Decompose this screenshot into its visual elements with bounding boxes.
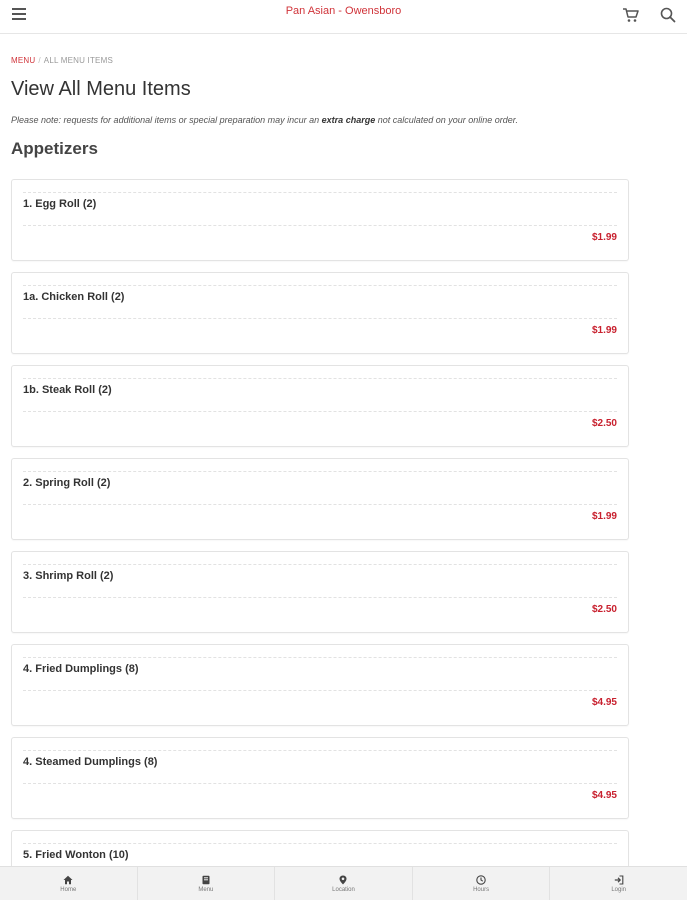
menu-item-name: 5. Fried Wonton (10) <box>23 849 129 861</box>
breadcrumb-current: ALL MENU ITEMS <box>43 56 113 65</box>
breadcrumb-separator: / <box>38 56 41 65</box>
section-title: Appetizers <box>11 139 98 158</box>
menu-item-name: 4. Fried Dumplings (8) <box>23 663 139 675</box>
menu-item-name: 1. Egg Roll (2) <box>23 198 97 210</box>
nav-hours[interactable] <box>413 867 551 900</box>
login-icon <box>614 875 624 885</box>
menu-item-name: 2. Spring Roll (2) <box>23 477 111 489</box>
note-suffix: not calculated on your online order. <box>375 115 518 125</box>
menu-item-card[interactable] <box>11 272 629 354</box>
menu-item-price: $2.50 <box>591 418 617 429</box>
nav-location-label: Location <box>332 886 355 893</box>
bottom-nav <box>0 866 687 900</box>
menu-item-name: 1b. Steak Roll (2) <box>23 384 112 396</box>
breadcrumb <box>11 56 113 65</box>
nav-login-label: Login <box>611 886 627 893</box>
menu-item-card[interactable] <box>11 458 629 540</box>
menu-item-list <box>11 179 629 900</box>
page-title: View All Menu Items <box>11 78 191 100</box>
menu-item-price: $4.95 <box>591 790 617 801</box>
menu-item-card[interactable] <box>11 365 629 447</box>
menu-item-card[interactable] <box>11 737 629 819</box>
menu-item-name: 3. Shrimp Roll (2) <box>23 570 114 582</box>
menu-item-card[interactable] <box>11 644 629 726</box>
nav-home[interactable] <box>0 867 138 900</box>
breadcrumb-menu-link[interactable]: MENU <box>11 56 36 65</box>
menu-item-price: $4.95 <box>591 697 617 708</box>
nav-menu[interactable] <box>138 867 276 900</box>
cart-icon[interactable] <box>622 7 640 23</box>
menu-item-price: $1.99 <box>591 511 617 522</box>
note-bold: extra charge <box>321 115 376 125</box>
book-icon <box>201 875 211 885</box>
nav-home-label: Home <box>60 886 77 893</box>
restaurant-title: Pan Asian - Owensboro <box>285 5 402 17</box>
nav-hours-label: Hours <box>473 886 490 893</box>
nav-location[interactable] <box>275 867 413 900</box>
menu-item-name: 4. Steamed Dumplings (8) <box>23 756 158 768</box>
menu-item-card[interactable] <box>11 179 629 261</box>
menu-item-name: 1a. Chicken Roll (2) <box>23 291 125 303</box>
note-prefix: Please note: requests for additional items or special preparation may incur an <box>11 115 322 125</box>
top-bar <box>0 0 687 34</box>
nav-login[interactable] <box>550 867 687 900</box>
search-icon[interactable] <box>659 7 677 23</box>
menu-item-price: $2.50 <box>591 604 617 615</box>
menu-item-card[interactable] <box>11 551 629 633</box>
menu-item-price: $1.99 <box>591 325 617 336</box>
clock-icon <box>476 875 486 885</box>
nav-menu-label: Menu <box>198 886 214 893</box>
order-note <box>11 115 518 125</box>
menu-item-price: $1.99 <box>591 232 617 243</box>
map-pin-icon <box>338 875 348 885</box>
home-icon <box>63 875 73 885</box>
